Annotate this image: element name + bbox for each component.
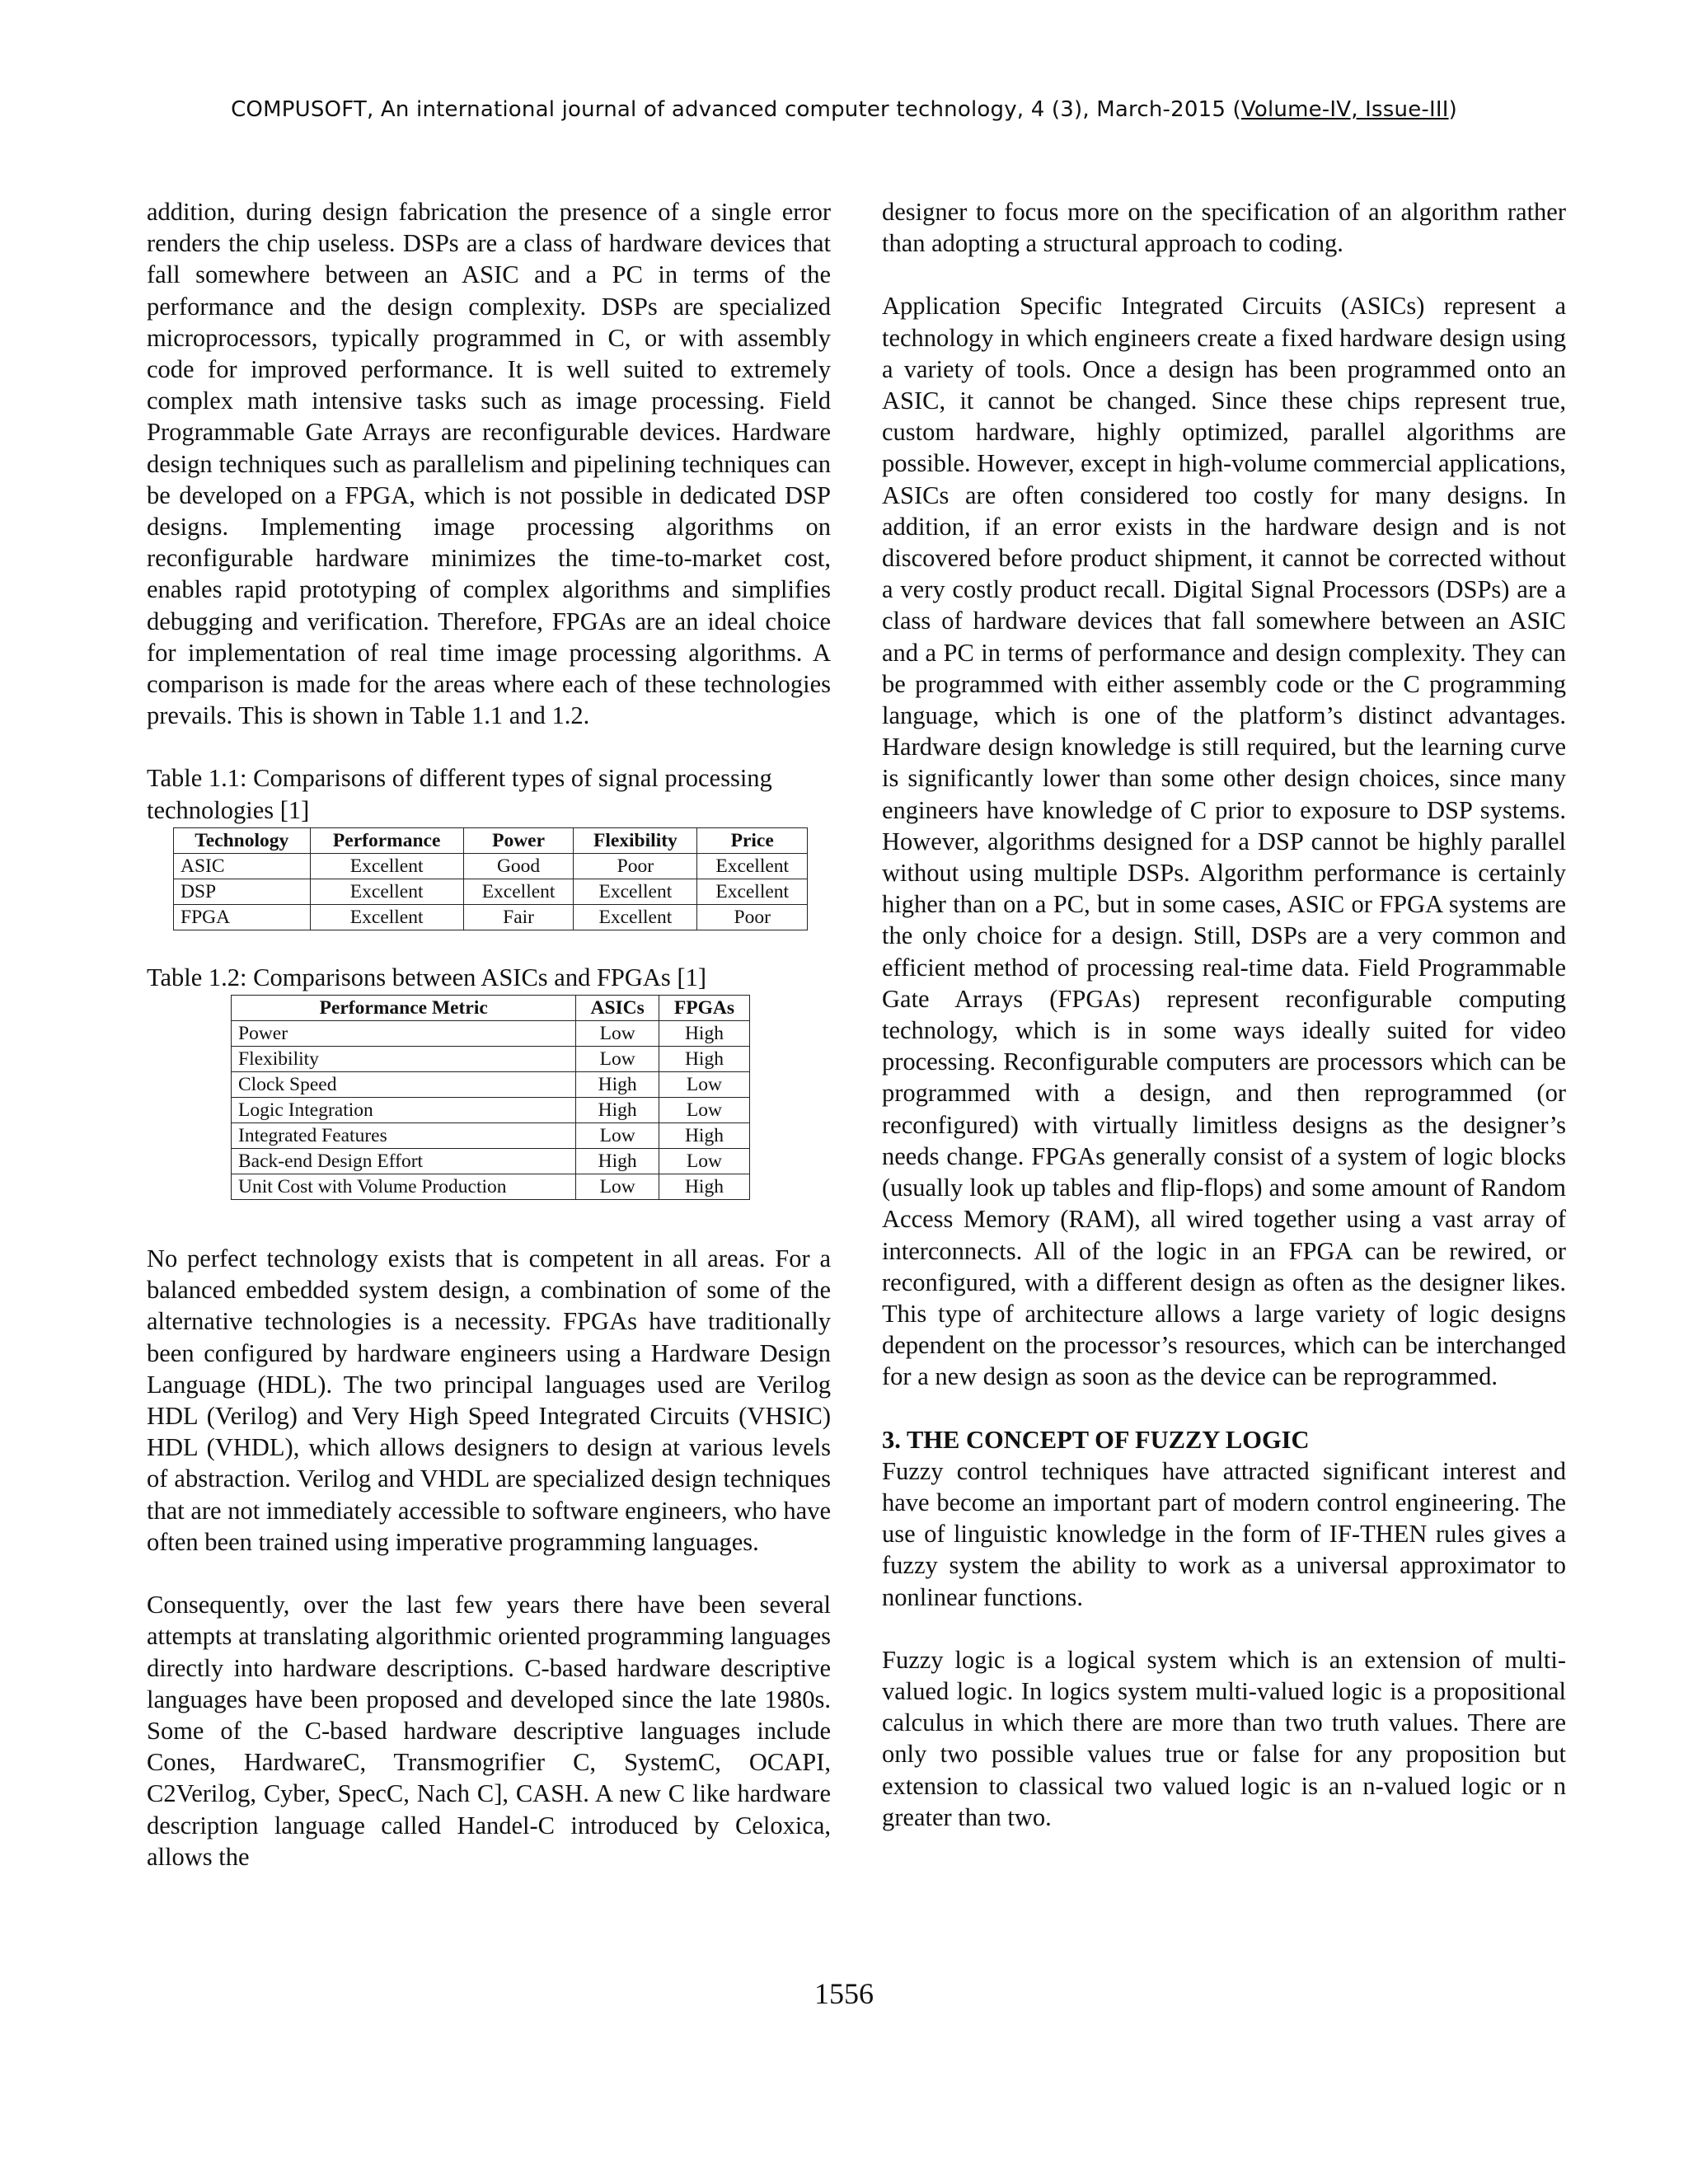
table1-header-cell: Flexibility: [574, 827, 697, 853]
table-cell: Excellent: [310, 853, 463, 879]
header-close-paren: ): [1448, 97, 1457, 122]
table-cell: FPGA: [174, 904, 311, 930]
table-row: [174, 904, 808, 930]
table-cell: Unit Cost with Volume Production: [232, 1174, 576, 1200]
table-cell: Excellent: [574, 879, 697, 904]
table1-header-cell: Technology: [174, 827, 311, 853]
table-row: [174, 853, 808, 879]
table1-signal-processing-comparison: [173, 827, 808, 930]
table-cell: High: [659, 1047, 749, 1072]
right-paragraph-4: Fuzzy logic is a logical system which is an extension of multi-valued logic. In logics system multi-valued logic is a propositional calculus in which there are more than two truth values. There are only two possible values true or false for any proposition but extension to classical two valued logic is an n-valued logic or n greater than two.: [882, 1645, 1566, 1831]
table2-asic-fpga-comparison: [231, 995, 750, 1200]
left-paragraph-3: Consequently, over the last few years there have been several attempts at translating algorithmic oriented programming languages directly into hardware descriptions. C-based hardware descriptive languages have been proposed and developed since the late 1980s. Some of the C-based hardware descriptive languages include Cones, HardwareC, Transmogrifier C, SystemC, OCAPI, C2Verilog, Cyber, SpecC, Nach C], CASH. A new C like hardware description language called Handel-C introduced by Celoxica, allows the: [147, 1591, 831, 1871]
table-cell: Integrated Features: [232, 1123, 576, 1149]
table2-caption: Table 1.2: Comparisons between ASICs and FPGAs [1]: [147, 963, 706, 991]
table-cell: Excellent: [310, 904, 463, 930]
table-cell: Low: [659, 1149, 749, 1174]
volume-issue: Volume-IV, Issue-III: [1240, 97, 1449, 122]
table-cell: Back-end Design Effort: [232, 1149, 576, 1174]
table-row: [232, 1072, 750, 1098]
table-cell: High: [576, 1149, 659, 1174]
section-heading: 3. THE CONCEPT OF FUZZY LOGIC: [882, 1425, 1310, 1454]
table-cell: Poor: [697, 904, 808, 930]
table1-header-row: [174, 827, 808, 853]
running-header: [0, 97, 1688, 122]
table-cell: ASIC: [174, 853, 311, 879]
right-column: [882, 196, 1566, 1833]
table-cell: Low: [576, 1021, 659, 1047]
table-cell: Flexibility: [232, 1047, 576, 1072]
table-cell: DSP: [174, 879, 311, 904]
table-cell: Poor: [574, 853, 697, 879]
table-cell: Logic Integration: [232, 1098, 576, 1123]
table-cell: High: [659, 1174, 749, 1200]
table1-caption: Table 1.1: Comparisons of different types of signal processing technologies [1]: [147, 764, 772, 824]
table-cell: Excellent: [697, 853, 808, 879]
right-paragraph-2: Application Specific Integrated Circuits (ASICs) represent a technology in which engineers create a fixed hardware design using a variety of tools. Once a design has been programmed onto an ASIC, it cannot be changed. Since these chips represent true, custom hardware, highly optimized, parallel algorithms are possible. However, except in high-volume commercial applications, ASICs are often considered too costly for many designs. In addition, if an error exists in the hardware design and is not discovered before product shipment, it cannot be corrected without a very costly product recall. Digital Signal Processors (DSPs) are a class of hardware devices that fall somewhere between an ASIC and a PC in terms of performance and design complexity. They can be programmed with either assembly code or the C programming language, which is one of the platform’s distinct advantages. Hardware design knowledge is still required, but the learning curve is significantly lower than some other design choices, since many engineers have knowledge of C prior to exposure to DSP systems. However, algorithms designed for a DSP cannot be highly parallel without using multiple DSPs. Algorithm performance is certainly higher than on a PC, but in some cases, ASIC or FPGA systems are the only choice for a design. Still, DSPs are a very common and efficient method of processing real-time data. Field Programmable Gate Arrays (FPGAs) represent reconfigurable computing technology, which is in some ways ideally suited for video processing. Reconfigurable computers are processors which can be programmed with a design, and then reprogrammed (or reconfigured) with virtually limitless designs as the designer’s needs change. FPGAs generally consist of a system of logic blocks (usually look up tables and flip-flops) and some amount of Random Access Memory (RAM), all wired together using a vast array of interconnects. All of the logic in an FPGA can be rewired, or reconfigured, with a different design as often as the designer likes. This type of architecture allows a large variety of logic designs dependent on the processor’s resources, which can be interchanged for a new design as soon as the device can be reprogrammed.: [882, 292, 1566, 1391]
table1-header-cell: Performance: [310, 827, 463, 853]
table-cell: Power: [232, 1021, 576, 1047]
table-row: [232, 1047, 750, 1072]
table-cell: Low: [576, 1123, 659, 1149]
table-cell: Low: [659, 1098, 749, 1123]
table-row: [174, 879, 808, 904]
right-paragraph-3: Fuzzy control techniques have attracted significant interest and have become an important part of modern control engineering. The use of linguistic knowledge in the form of IF-THEN rules gives a fuzzy system the ability to work as a universal approximator to nonlinear functions.: [882, 1456, 1566, 1611]
table-cell: Low: [659, 1072, 749, 1098]
table-row: [232, 1123, 750, 1149]
table-cell: Clock Speed: [232, 1072, 576, 1098]
table-cell: Fair: [463, 904, 574, 930]
table2-header-cell: ASICs: [576, 996, 659, 1021]
table-cell: Low: [576, 1174, 659, 1200]
table-cell: High: [576, 1098, 659, 1123]
table-cell: Good: [463, 853, 574, 879]
table-row: [232, 1098, 750, 1123]
left-column: [147, 196, 831, 1872]
table1-header-cell: Power: [463, 827, 574, 853]
table-cell: High: [659, 1123, 749, 1149]
table-cell: Excellent: [574, 904, 697, 930]
table2-header-row: [232, 996, 750, 1021]
table-row: [232, 1174, 750, 1200]
table2-header-cell: FPGAs: [659, 996, 749, 1021]
left-paragraph-1: addition, during design fabrication the presence of a single error renders the chip useless. DSPs are a class of hardware devices that fall somewhere between an ASIC and a PC in terms of the performance and the design complexity. DSPs are specialized microprocessors, typically programmed in C, or with assembly code for improved performance. It is well suited to extremely complex math intensive tasks such as image processing. Field Programmable Gate Arrays are reconfigurable devices. Hardware design techniques such as parallelism and pipelining techniques can be developed on a FPGA, which is not possible in dedicated DSP designs. Implementing image processing algorithms on reconfigurable hardware minimizes the time-to-market cost, enables rapid prototyping of complex algorithms and simplifies debugging and verification. Therefore, FPGAs are an ideal choice for implementation of real time image processing algorithms. A comparison is made for the areas where each of these technologies prevails. This is shown in Table 1.1 and 1.2.: [147, 198, 831, 730]
table-cell: Excellent: [463, 879, 574, 904]
table-cell: Low: [576, 1047, 659, 1072]
page-number: 1556: [814, 1977, 874, 2010]
table-row: [232, 1021, 750, 1047]
table2-header-cell: Performance Metric: [232, 996, 576, 1021]
table1-header-cell: Price: [697, 827, 808, 853]
left-paragraph-2: No perfect technology exists that is competent in all areas. For a balanced embedded system design, a combination of some of the alternative technologies is a necessity. FPGAs have traditionally been configured by hardware engineers using a Hardware Design Language (HDL). The two principal languages used are Verilog HDL (Verilog) and Very High Speed Integrated Circuits (VHSIC) HDL (VHDL), which allows designers to design at various levels of abstraction. Verilog and VHDL are specialized design techniques that are not immediately accessible to software engineers, who have often been trained using imperative programming languages.: [147, 1244, 831, 1556]
table-cell: High: [576, 1072, 659, 1098]
table-row: [232, 1149, 750, 1174]
table-cell: Excellent: [697, 879, 808, 904]
right-paragraph-1: designer to focus more on the specification of an algorithm rather than adopting a structural approach to coding.: [882, 198, 1566, 258]
journal-citation: COMPUSOFT, An international journal of advanced computer technology, 4 (3), March-2015 (: [231, 97, 1241, 122]
table-cell: High: [659, 1021, 749, 1047]
table-cell: Excellent: [310, 879, 463, 904]
